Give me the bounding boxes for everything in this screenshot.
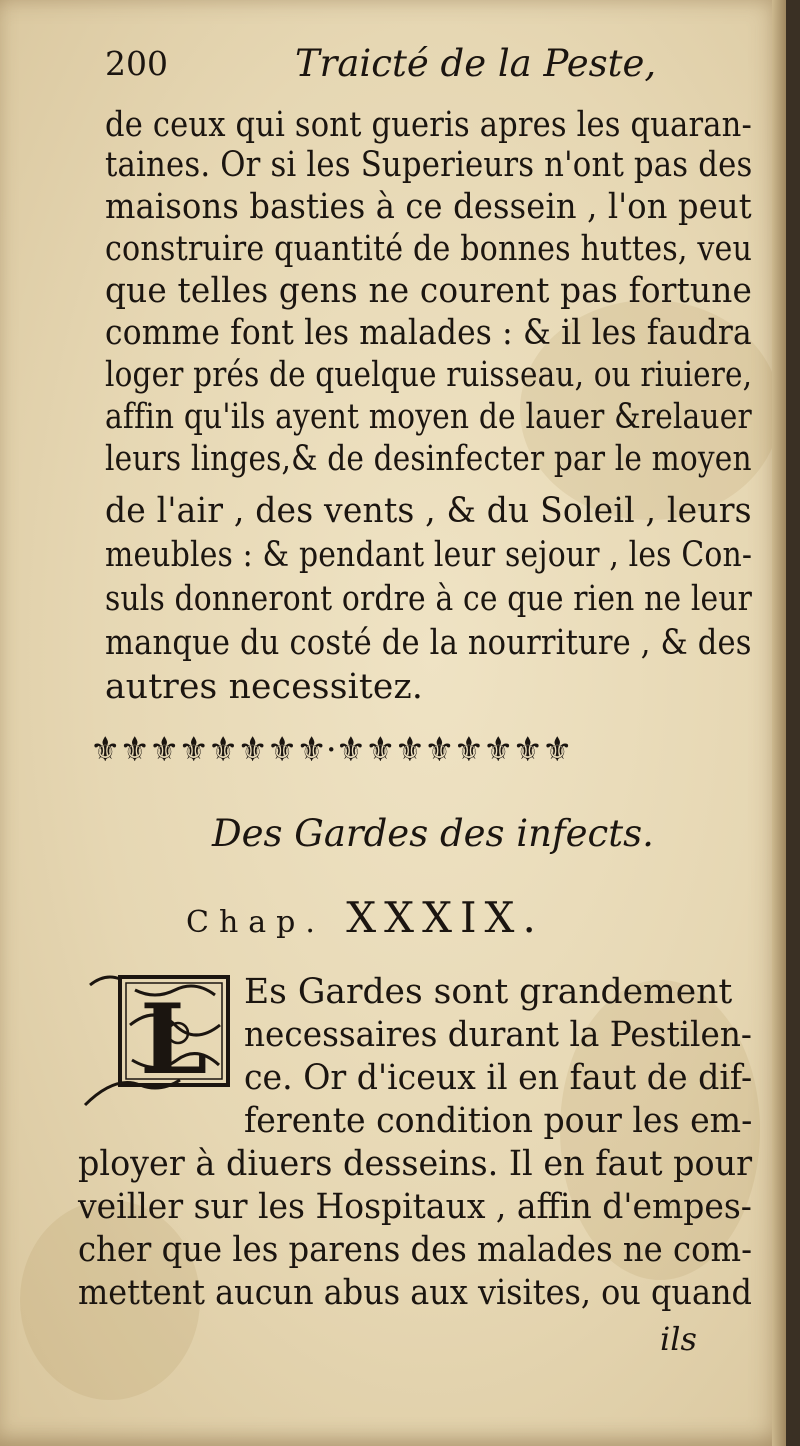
text-line: taines. Or si les Superieurs n'ont pas des [105,145,753,185]
decorated-initial [80,965,234,1115]
text-line: manque du costé de la nourriture , & des [105,623,752,663]
text-line: suls donneront ordre à ce que rien ne leur [105,579,753,619]
text-line: veiller sur les Hospitaux , affin d'empes- [78,1187,752,1227]
text-line: cher que les parens des malades ne com- [78,1230,752,1270]
running-title: Traicté de la Peste, [295,42,657,85]
fleuron-ornament-band: ⚜⚜⚜⚜⚜⚜⚜⚜·⚜⚜⚜⚜⚜⚜⚜⚜ [90,730,572,770]
text-line: construire quantité de bonnes huttes, veu [105,229,753,269]
chapter-heading [186,893,544,942]
text-line: leurs linges,& de desinfecter par le moyen [105,439,752,479]
text-line: de ceux qui sont gueris apres les quaran- [105,105,752,145]
text-line: loger prés de quelque ruisseau, ou riuiere, [105,355,753,395]
section-heading: Des Gardes des infects. [212,812,654,855]
page-number: 200 [105,44,168,83]
text-line: mettent aucun abus aux visites, ou quand [78,1273,752,1313]
text-line: Es Gardes sont grandement [244,972,733,1012]
page-edge [772,0,786,1446]
text-line: ce. Or d'iceux il en faut de dif- [244,1058,753,1098]
decorated-initial-icon [80,965,234,1115]
text-line: affin qu'ils ayent moyen de lauer &relauer [105,397,752,437]
text-line: ferente condition pour les em- [244,1101,753,1141]
text-line: de l'air , des vents , & du Soleil , leurs [105,491,752,531]
text-line: comme font les malades : & il les faudra [105,313,752,353]
chapter-number: XXXIX. [346,893,544,942]
text-line: que telles gens ne courent pas fortune [105,271,753,311]
text-line: maisons basties à ce dessein , l'on peut [105,187,752,227]
text-line: necessaires durant la Pestilen- [244,1015,752,1055]
text-line: meubles : & pendant leur sejour , les Con- [105,535,753,575]
chapter-label: Chap. [186,905,325,940]
page-header [105,44,725,104]
text-line: autres necessitez. [105,667,424,707]
text-line: ployer à diuers desseins. Il en faut pour [78,1144,753,1184]
initial-letter: L [140,983,208,1096]
catchword: ils [660,1320,697,1358]
